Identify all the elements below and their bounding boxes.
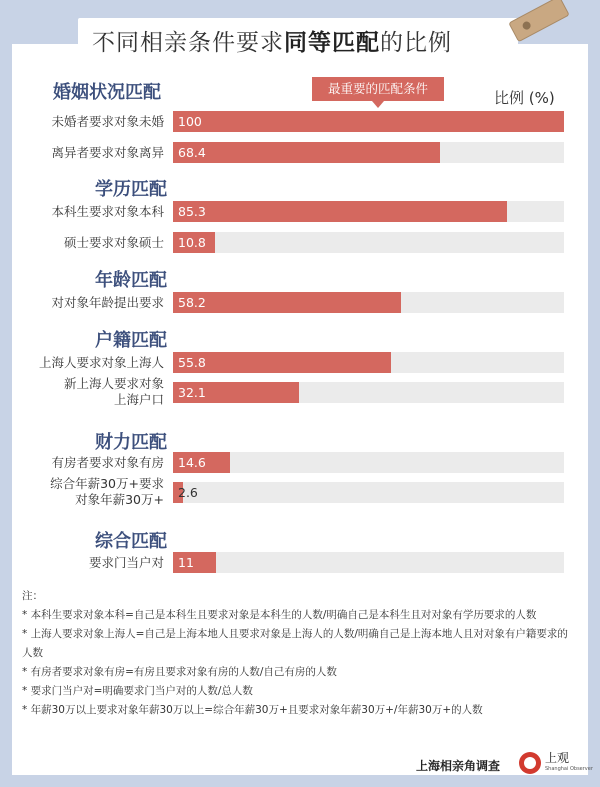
note-line: * 要求门当户对=明确要求门当户对的人数/总人数 — [22, 685, 253, 697]
bar-track — [173, 201, 564, 222]
clothespin-decoration — [508, 0, 570, 42]
bar-label: 硕士要求对象硕士 — [63, 235, 164, 250]
category-heading: 综合匹配 — [95, 531, 167, 552]
bar-value-label: 10.8 — [178, 235, 206, 250]
note-line: * 年薪30万以上要求对象年薪30万以上=综合年薪30万+且要求对象年薪30万+/年薪30万+的人数 — [22, 704, 483, 716]
bar-track — [173, 352, 564, 373]
bar-label: 要求门当户对 — [88, 555, 164, 570]
bar-track — [173, 232, 564, 253]
bar-label: 有房者要求对象有房 — [51, 455, 164, 470]
bar-value-label: 58.2 — [178, 295, 206, 310]
notes — [22, 587, 570, 720]
bar-value-label: 85.3 — [178, 204, 206, 219]
source-label: 上海相亲角调查 — [416, 759, 501, 773]
most-important-badge: 最重要的匹配条件 — [312, 77, 444, 101]
bar-track — [173, 552, 564, 573]
bar-value-label: 68.4 — [178, 145, 206, 160]
title-box — [78, 18, 518, 62]
bar-label: 综合年薪30万+要求 对象年薪30万+ — [50, 476, 164, 507]
note-line: * 本科生要求对象本科=自己是本科生且要求对象是本科生的人数/明确自己是本科生且对对象有学历要求的人数 — [22, 609, 537, 621]
chart-title: 不同相亲条件要求同等匹配的比例 — [92, 30, 452, 56]
bar-track — [173, 292, 564, 313]
bar-value-label: 32.1 — [178, 385, 206, 400]
bar-label: 新上海人要求对象 上海户口 — [63, 376, 164, 407]
bar-track — [173, 482, 564, 503]
bar — [173, 142, 440, 163]
unit-label: 比例 (%) — [494, 89, 555, 107]
category-heading: 学历匹配 — [95, 179, 167, 200]
note-line: * 有房者要求对象有房=有房且要求对象有房的人数/自己有房的人数 — [22, 666, 337, 678]
shanghai-observer-logo-icon — [519, 752, 541, 774]
bar-label: 离异者要求对象离异 — [51, 145, 164, 160]
bar-label: 对对象年龄提出要求 — [51, 295, 164, 310]
bar — [173, 201, 507, 222]
logo-text: 上观 — [545, 751, 570, 765]
bar-value-label: 55.8 — [178, 355, 206, 370]
bar-label: 本科生要求对象本科 — [51, 204, 164, 219]
bar — [173, 292, 401, 313]
bar — [173, 111, 564, 132]
logo-subtext: Shanghai Observer — [545, 766, 593, 772]
note-line: 注： — [22, 590, 43, 602]
bar-track — [173, 111, 564, 132]
category-heading: 婚姻状况匹配 — [53, 82, 161, 103]
bar-value-label: 100 — [178, 114, 202, 129]
bar-value-label: 14.6 — [178, 455, 206, 470]
category-heading: 年龄匹配 — [95, 270, 167, 291]
bar-label: 上海人要求对象上海人 — [38, 355, 164, 370]
bar-track — [173, 142, 564, 163]
bar-track — [173, 382, 564, 403]
bar-label: 未婚者要求对象未婚 — [51, 114, 164, 129]
note-line: * 上海人要求对象上海人=自己是上海本地人且要求对象是上海人的人数/明确自己是上海本地人且对对象有户籍要求的人数 — [22, 628, 568, 659]
category-heading: 户籍匹配 — [95, 330, 167, 351]
bar-track — [173, 452, 564, 473]
bar-value-label: 11 — [178, 555, 194, 570]
bar-value-label: 2.6 — [178, 485, 198, 500]
category-heading: 财力匹配 — [95, 432, 167, 453]
